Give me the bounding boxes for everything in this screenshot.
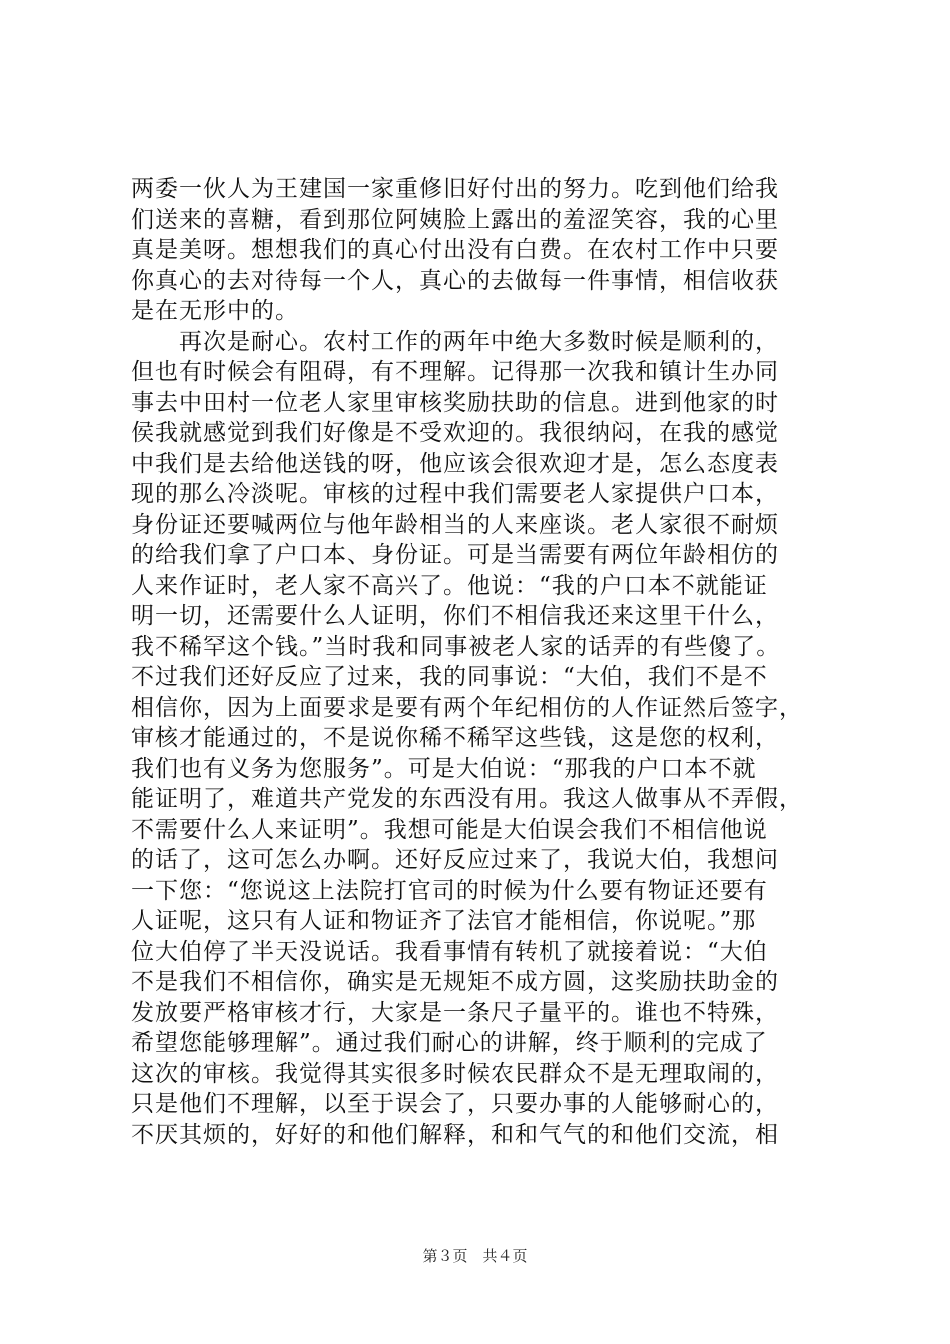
text-line: 两委一伙人为王建国一家重修旧好付出的努力。吃到他们给我 bbox=[131, 176, 779, 202]
text-line: 是在无形中的。 bbox=[131, 298, 299, 324]
text-line: 相信你，因为上面要求是要有两个年纪相仿的人作证然后签字， bbox=[131, 694, 803, 721]
text-line: 发放要严格审核才行，大家是一条尺子量平的。谁也不特殊， bbox=[131, 999, 779, 1026]
text-line: 现的那么冷淡呢。审核的过程中我们需要老人家提供户口本， bbox=[131, 481, 779, 507]
text-line: 事去中田村一位老人家里审核奖励扶助的信息。进到他家的时 bbox=[131, 389, 779, 416]
text-line: 真是美呀。想想我们的真心付出没有白费。在农村工作中只要 bbox=[131, 237, 779, 263]
text-line: 侯我就感觉到我们好像是不受欢迎的。我很纳闷，在我的感觉 bbox=[131, 420, 779, 446]
text-line: 只是他们不理解，以至于误会了，只要办事的人能够耐心的， bbox=[131, 1091, 779, 1117]
text-line: 不是我们不相信你，确实是无规矩不成方圆，这奖励扶助金的 bbox=[131, 969, 779, 995]
text-line: 不需要什么人来证明”。我想可能是大伯误会我们不相信他说 bbox=[131, 816, 768, 843]
text-line: 位大伯停了半天没说话。我看事情有转机了就接着说：“大伯 bbox=[131, 938, 768, 965]
text-line: 人来作证时，老人家不高兴了。他说：“我的户口本不就能证 bbox=[131, 572, 768, 599]
text-line: 希望您能够理解”。通过我们耐心的讲解，终于顺利的完成了 bbox=[131, 1030, 768, 1056]
text-line: 这次的审核。我觉得其实很多时候农民群众不是无理取闹的， bbox=[131, 1060, 779, 1087]
text-line: 人证呢，这只有人证和物证齐了法官才能相信，你说呢。”那 bbox=[131, 908, 757, 934]
text-line: 明一切，还需要什么人证明，你们不相信我还来这里干什么， bbox=[131, 603, 779, 629]
text-line: 再次是耐心。农村工作的两年中绝大多数时候是顺利的， bbox=[131, 328, 779, 355]
text-line: 能证明了，难道共产党发的东西没有用。我这人做事从不弄假， bbox=[131, 786, 803, 812]
text-line: 但也有时候会有阻碍，有不理解。记得那一次我和镇计生办同 bbox=[131, 359, 779, 385]
text-line: 我们也有义务为您服务”。可是大伯说：“那我的户口本不就 bbox=[131, 755, 757, 782]
page-number-footer: 第３页 共４页 bbox=[422, 1247, 528, 1265]
text-line: 不厌其烦的，好好的和他们解释，和和气气的和他们交流，相 bbox=[131, 1121, 779, 1148]
text-line: 我不稀罕这个钱。”当时我和同事被老人家的话弄的有些傻了。 bbox=[131, 633, 781, 660]
text-line: 的给我们拿了户口本、身份证。可是当需要有两位年龄相仿的 bbox=[131, 542, 779, 568]
text-line: 一下您：“您说这上法院打官司的时候为什么要有物证还要有 bbox=[131, 877, 768, 904]
text-line: 们送来的喜糖，看到那位阿姨脸上露出的羞涩笑容，我的心里 bbox=[131, 206, 779, 233]
text-line: 审核才能通过的，不是说你稀不稀罕这些钱，这是您的权利， bbox=[131, 725, 779, 751]
text-line: 不过我们还好反应了过来，我的同事说：“大伯，我们不是不 bbox=[131, 664, 768, 690]
text-line: 身份证还要喊两位与他年龄相当的人来座谈。老人家很不耐烦 bbox=[131, 511, 779, 538]
text-line: 的话了，这可怎么办啊。还好反应过来了，我说大伯，我想问 bbox=[131, 847, 779, 873]
text-line: 你真心的去对待每一个人，真心的去做每一件事情，相信收获 bbox=[131, 267, 779, 294]
text-line: 中我们是去给他送钱的呀，他应该会很欢迎才是，怎么态度表 bbox=[131, 450, 779, 477]
document-body bbox=[131, 174, 831, 1150]
